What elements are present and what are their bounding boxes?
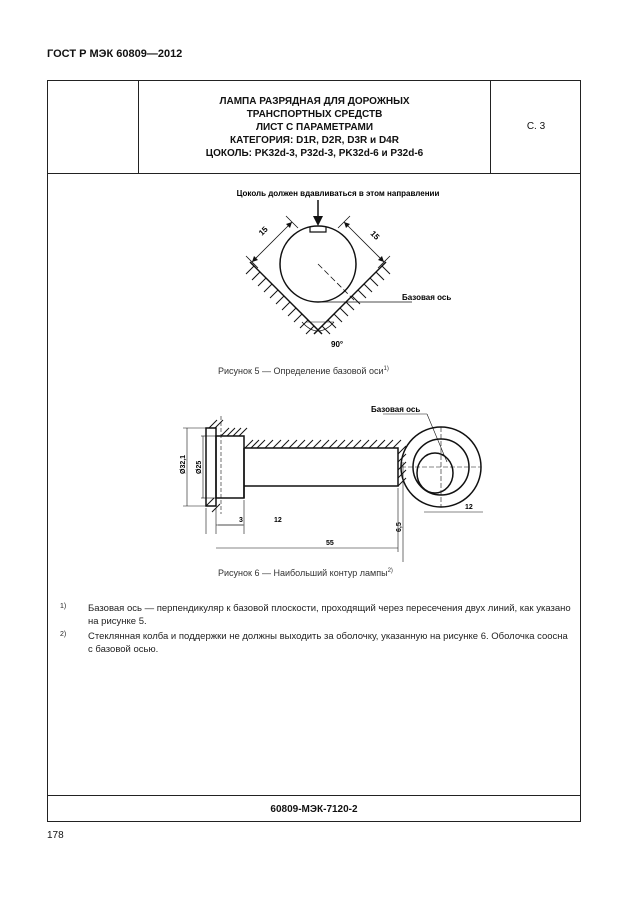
title-line: ЦОКОЛЬ: PK32d-3, P32d-3, PK32d-6 и P32d-6: [205, 148, 424, 159]
figure6-dim-d2: Ø25: [196, 460, 203, 474]
title-line: ЛАМПА РАЗРЯДНАЯ ДЛЯ ДОРОЖНЫХ: [219, 96, 410, 107]
sheet-number: С. 3: [526, 121, 546, 132]
figure-6-drawing: [143, 404, 493, 564]
sheet-title: [139, 81, 491, 173]
figure6-dim-12a: 12: [274, 517, 282, 524]
figure-5-drawing: [198, 184, 498, 354]
footnote-text: Базовая ось — перпендикуляр к базовой плоскости, проходящий через пересечения двух линий, как указано на рисунке 5.: [88, 603, 571, 627]
figure6-dim-3: 3: [239, 517, 243, 524]
sheet-frame: [47, 80, 581, 822]
header-left-cell: [48, 81, 139, 173]
footnote-2: [60, 630, 575, 656]
footnote-1: [60, 602, 575, 628]
standard-code: ГОСТ Р МЭК 60809—2012: [47, 48, 183, 60]
figure6-dim-12b: 12: [465, 504, 473, 511]
figure6-dim-d1: Ø32,1: [180, 454, 187, 474]
figure5-caption: Рисунок 5 — Определение базовой оси$^{1)}$: [218, 366, 389, 376]
title-line: КАТЕГОРИЯ: D1R, D2R, D3R и D4R: [230, 135, 399, 146]
figure6-caption: Рисунок 6 — Наибольший контур лампы$^{2)}$: [218, 568, 393, 578]
title-line: ЛИСТ С ПАРАМЕТРАМИ: [255, 122, 374, 133]
figure6-dim-65: 6,5: [396, 522, 403, 532]
title-line: ТРАНСПОРТНЫХ СРЕДСТВ: [246, 109, 383, 120]
figure5-dim-right: 15: [368, 229, 382, 242]
page-number: 178: [47, 830, 64, 841]
footnote-text: Стеклянная колба и поддержки не должны выходить за оболочку, указанную на рисунке 6. Оболочка соосна с базовой осью.: [88, 631, 568, 655]
figure5-dim-left: 15: [257, 224, 270, 238]
figure5-angle: 90°: [331, 340, 344, 349]
figure6-dim-55: 55: [326, 540, 334, 547]
sheet-footer-code: 60809-МЭК-7120-2: [48, 795, 580, 823]
figure5-axis-label: Базовая ось: [402, 293, 452, 302]
footnote-mark: 1): [60, 603, 67, 610]
sheet-header: [48, 81, 580, 174]
figure5-top-label: Цоколь должен вдавливаться в этом направлении: [236, 189, 440, 198]
figure6-axis-label: Базовая ось: [371, 405, 421, 414]
footnote-mark: 2): [60, 631, 67, 638]
